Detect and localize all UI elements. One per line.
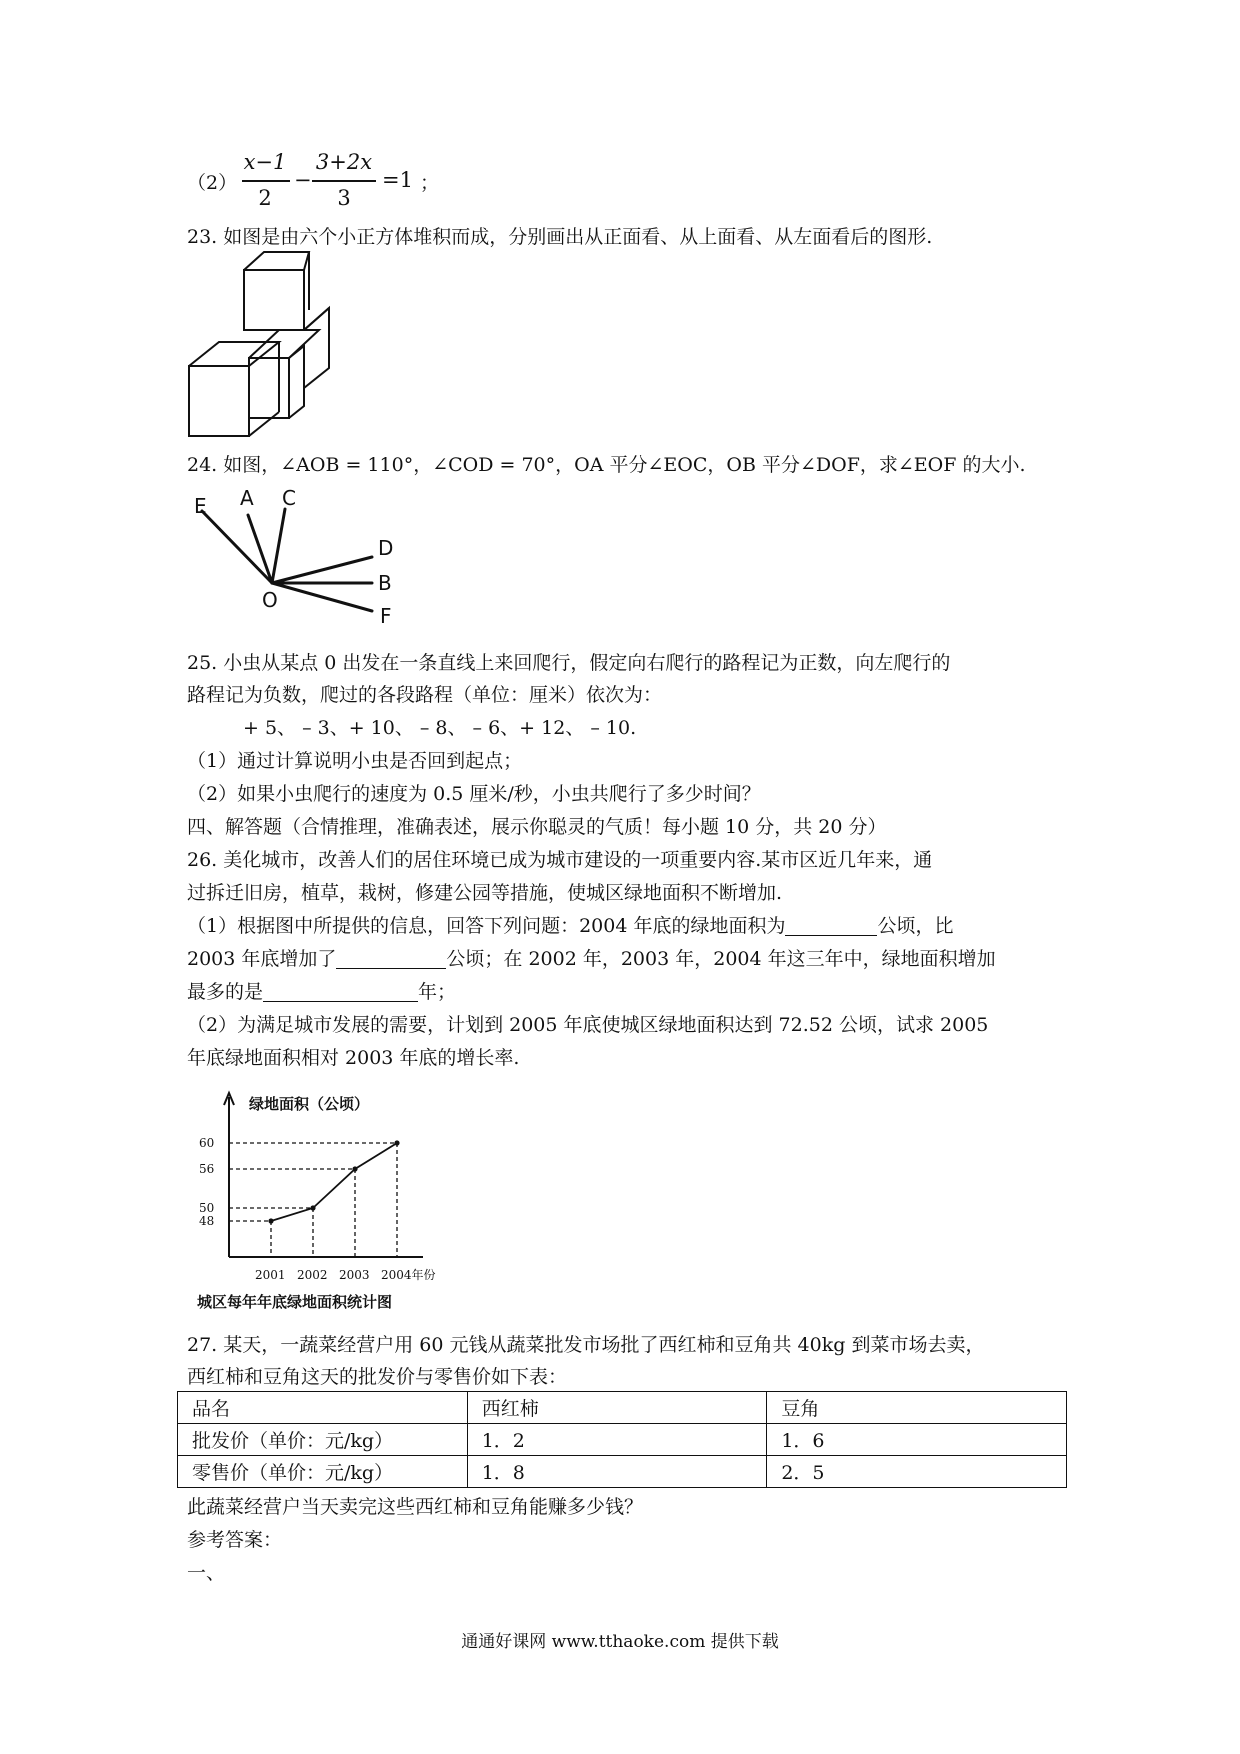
q26-sub1-text-b: 公顷，比 <box>877 915 954 937</box>
q25-sub2: （2）如果小虫爬行的速度为 0.5 厘米/秒，小虫共爬行了多少时间？ <box>187 783 761 805</box>
table-row <box>178 1424 1067 1456</box>
q26-answer-blank-3[interactable] <box>263 981 418 1002</box>
q24-angle-figure <box>190 485 410 630</box>
q22-frac1-numerator: x−1 <box>243 150 287 174</box>
q23-text: 23. 如图是由六个小正方体堆积而成，分别画出从正面看、从上面看、从左面看后的图形. <box>187 226 933 248</box>
chart-series-line <box>271 1143 397 1221</box>
q22-rhs: =1 <box>382 168 413 192</box>
q26-sub1-text-c: 2003 年底增加了 <box>187 948 337 970</box>
q26-sub1-row2 <box>187 944 996 971</box>
chart-y-tick-label: 50 <box>199 1201 215 1215</box>
chart-y-tick-label: 48 <box>199 1214 215 1228</box>
q24-label-d: D <box>378 536 394 560</box>
table-header-cell: 豆角 <box>767 1392 1067 1424</box>
q22-frac2-bar <box>312 180 376 182</box>
table-header-cell: 品名 <box>178 1392 468 1424</box>
chart-x-tick-label: 2003 <box>339 1268 370 1282</box>
q27-line1: 27. 某天，一蔬菜经营户用 60 元钱从蔬菜批发市场批了西红柿和豆角共 40kg 到菜市场去卖， <box>187 1334 985 1356</box>
q26-sub1-text-d: 公顷；在 2002 年，2003 年，2004 年这三年中，绿地面积增加 <box>446 948 996 970</box>
q22-end: ； <box>420 172 440 194</box>
q26-sub1-text-a: （1）根据图中所提供的信息，回答下列问题：2004 年底的绿地面积为 <box>187 915 786 937</box>
q26-sub1-text-f: 年； <box>418 981 457 1003</box>
q22-frac2-numerator: 3+2x <box>315 150 373 174</box>
table-header-row <box>178 1392 1067 1424</box>
q22-frac2-denominator: 3 <box>337 186 351 210</box>
q24-label-b: B <box>378 571 392 595</box>
chart-data-point <box>310 1205 315 1210</box>
chart-data-point <box>268 1218 273 1223</box>
q26-line-chart <box>195 1085 495 1315</box>
q22-frac1-bar <box>242 180 290 182</box>
table-cell: 零售价（单价：元/kg） <box>178 1456 468 1488</box>
q24-label-e: E <box>194 494 207 518</box>
page-footer: 通通好课网 www.tthaoke.com 提供下载 <box>461 1632 779 1652</box>
table-cell: 批发价（单价：元/kg） <box>178 1424 468 1456</box>
table-cell: 1．8 <box>467 1456 767 1488</box>
q25-sub1: （1）通过计算说明小虫是否回到起点； <box>187 750 523 772</box>
q26-answer-blank-1[interactable] <box>785 915 877 936</box>
chart-y-tick-label: 56 <box>199 1162 215 1176</box>
q26-line2: 过拆迁旧房，植草，栽树，修建公园等措施，使城区绿地面积不断增加. <box>187 882 783 904</box>
q24-label-a: A <box>240 486 254 510</box>
table-header-cell: 西红柿 <box>467 1392 767 1424</box>
q26-sub1-text-e: 最多的是 <box>187 981 264 1003</box>
q26-sub1-row1 <box>187 911 954 938</box>
q22-item-prefix: （2） <box>187 172 238 194</box>
q23-cube-stack-figure <box>185 250 360 440</box>
table-cell: 1．2 <box>467 1424 767 1456</box>
q26-sub1-row3 <box>187 977 456 1004</box>
table-cell: 2．5 <box>767 1456 1067 1488</box>
q24-text: 24. 如图，∠AOB = 110°，∠COD = 70°，OA 平分∠EOC，OB 平分∠DOF，求∠EOF 的大小. <box>187 454 1026 476</box>
q26-sub2-line2: 年底绿地面积相对 2003 年底的增长率. <box>187 1047 520 1069</box>
q25-values: + 5、 – 3、+ 10、 – 8、 – 6、+ 12、 – 10. <box>243 717 637 739</box>
chart-data-point <box>352 1166 357 1171</box>
q24-label-c: C <box>282 486 296 510</box>
section4-heading: 四、解答题（合情推理，准确表述，展示你聪灵的气质！每小题 10 分，共 20 分） <box>187 816 887 838</box>
q22-minus: − <box>294 168 312 192</box>
q27-question: 此蔬菜经营户当天卖完这些西红柿和豆角能赚多少钱？ <box>187 1496 644 1518</box>
q25-line2: 路程记为负数，爬过的各段路程（单位：厘米）依次为： <box>187 684 663 706</box>
q25-line1: 25. 小虫从某点 0 出发在一条直线上来回爬行，假定向右爬行的路程记为正数，向左爬行的 <box>187 652 951 674</box>
chart-x-tick-label: 2001 <box>255 1268 286 1282</box>
q27-price-table <box>177 1391 1067 1488</box>
table-row <box>178 1456 1067 1488</box>
chart-data-point <box>394 1140 399 1145</box>
chart-title: 城区每年年底绿地面积统计图 <box>197 1293 393 1311</box>
q22-frac1-denominator: 2 <box>258 186 272 210</box>
q26-sub2-line1: （2）为满足城市发展的需要，计划到 2005 年底使城区绿地面积达到 72.52 公顷，试求 2005 <box>187 1014 989 1036</box>
answers-heading: 参考答案： <box>187 1529 283 1551</box>
q26-answer-blank-2[interactable] <box>336 948 446 969</box>
answers-first: 一、 <box>187 1562 226 1584</box>
q27-line2: 西红柿和豆角这天的批发价与零售价如下表： <box>187 1366 568 1388</box>
q24-label-f: F <box>380 604 392 628</box>
q24-label-o: O <box>262 588 278 612</box>
table-cell: 1．6 <box>767 1424 1067 1456</box>
q26-line1: 26. 美化城市，改善人们的居住环境已成为城市建设的一项重要内容.某市区近几年来，通 <box>187 849 933 871</box>
chart-x-tick-label: 2002 <box>297 1268 328 1282</box>
chart-x-tick-label: 2004年份 <box>381 1268 436 1282</box>
chart-y-axis-label: 绿地面积（公顷） <box>249 1095 370 1113</box>
chart-y-tick-label: 60 <box>199 1136 215 1150</box>
